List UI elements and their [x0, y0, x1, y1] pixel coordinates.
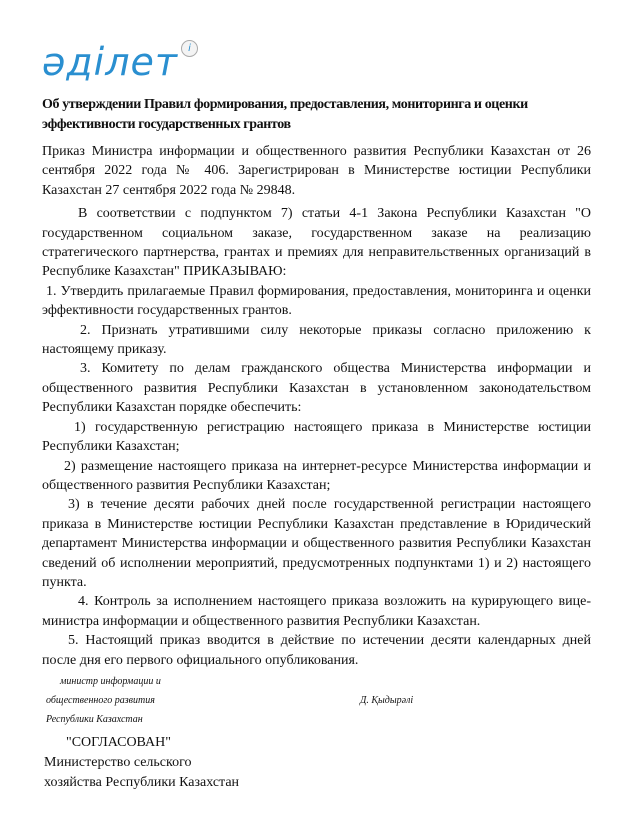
logo-text: әділет — [42, 40, 179, 84]
document-meta: Приказ Министра информации и общественного развития Республики Казахстан от 26 сентября 2022 года № 406. Зарегистрирован в Министерстве юстиции Республики Казахстан 27 сентября 2022 года № 29848. — [42, 144, 591, 198]
paragraph-2: 2. Признать утратившими силу некоторые приказы согласно приложению к настоящему приказу. — [42, 322, 591, 358]
signatory-name: Д. Қыдырәлі — [360, 694, 414, 706]
signatory-position — [42, 672, 346, 729]
agreed-block — [42, 733, 591, 793]
agreed-line: хозяйства Республики Казахстан — [44, 774, 240, 790]
info-icon: i — [181, 40, 198, 57]
paragraph-3-2: 2) размещение настоящего приказа на интернет-ресурсе Министерства информации и общественного развития Республики Казахстан; — [42, 458, 591, 493]
paragraph-5: 5. Настоящий приказ вводится в действие по истечении десяти календарных дней после дня его первого официального опубликования. — [42, 633, 591, 668]
paragraph-preamble: В соответствии с подпунктом 7) статьи 4-1 Закона Республики Казахстан "О государственном социальном заказе, государственном заказе на реализацию стратегического партнерства, грантах и премиях для неправительственных организаций в Республике Казахстан" ПРИКАЗЫВАЮ: — [42, 206, 591, 280]
agreed-line: Министерство сельского — [44, 754, 192, 770]
signature-block — [42, 672, 591, 729]
paragraph-3-3: 3) в течение десяти рабочих дней после государственной регистрации настоящего приказа в Министерстве юстиции Республики Казахстан представление в Юридический департамент Министерства информации и общественного развития Республики Казахстан сведений об исполнении мероприятий, предусмотренных подпунктами 1) и 2) настоящего пункта. — [42, 497, 591, 590]
document-title: Об утверждении Правил формирования, предоставления, мониторинга и оценки эффективности государственных грантов — [42, 97, 528, 132]
paragraph-3: 3. Комитету по делам гражданского общества Министерства информации и общественного развития Республики Казахстан в установленном законодательством Республики Казахстан порядке обеспечить: — [42, 361, 591, 416]
paragraph-4: 4. Контроль за исполнением настоящего приказа возложить на курирующего вице-министра информации и общественного развития Республики Казахстан. — [42, 594, 591, 629]
agreed-label: "СОГЛАСОВАН" — [66, 734, 171, 750]
signatory-line: министр информации и — [60, 675, 161, 687]
paragraph-1: 1. Утвердить прилагаемые Правил формирования, предоставления, мониторинга и оценки эффективности государственных грантов. — [42, 283, 591, 319]
adilet-logo[interactable] — [42, 40, 591, 88]
signatory-line: общественного развития — [46, 694, 155, 706]
paragraph-3-1: 1) государственную регистрацию настоящего приказа в Министерстве юстиции Республики Казахстан; — [42, 419, 591, 455]
document-body — [42, 142, 591, 670]
signatory-line: Республики Казахстан — [46, 713, 143, 725]
